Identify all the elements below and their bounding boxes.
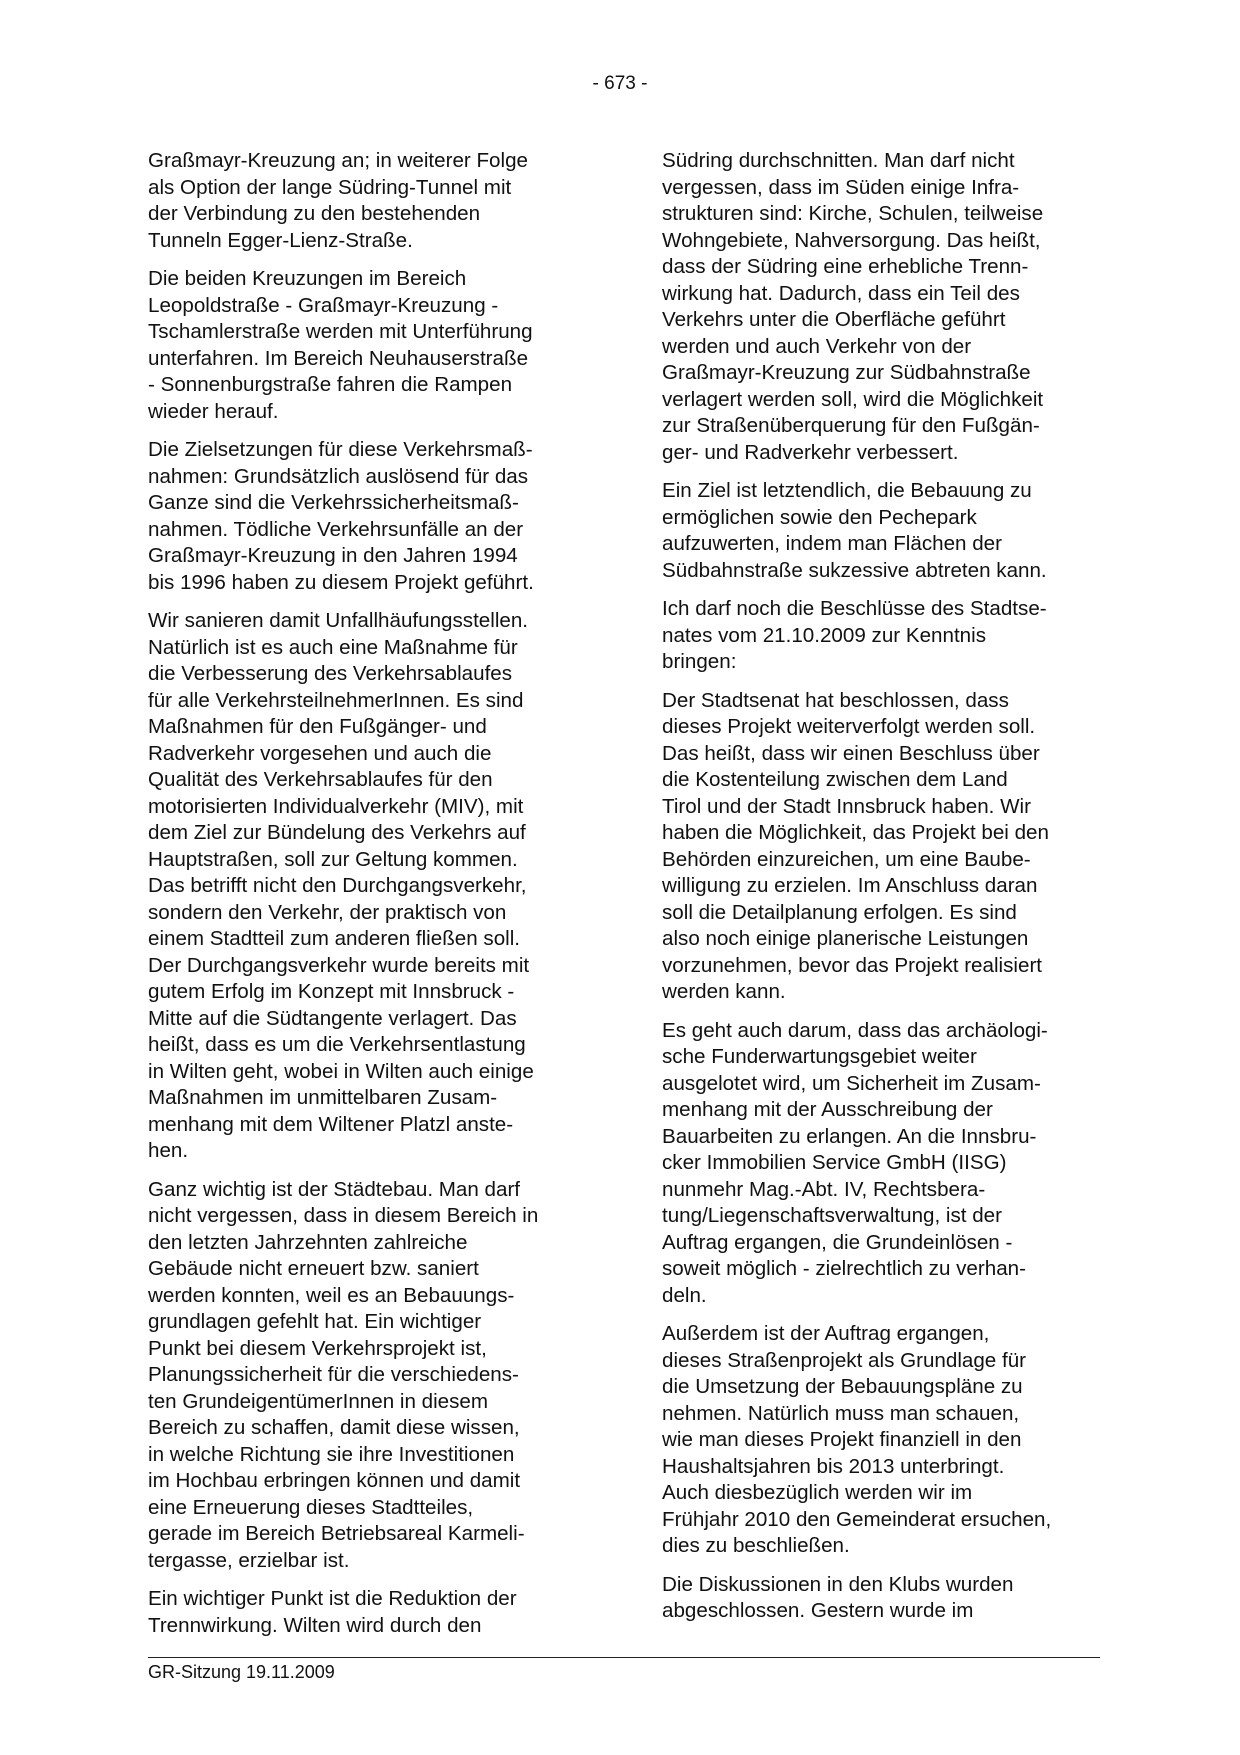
text-line: Außerdem ist der Auftrag ergangen, <box>662 1322 990 1345</box>
text-line: nicht vergessen, dass in diesem Bereich in <box>148 1204 539 1227</box>
text-line: Maßnahmen für den Fußgänger- und <box>148 715 487 738</box>
text-line: Das betrifft nicht den Durchgangsverkehr, <box>148 874 527 897</box>
text-line: Punkt bei diesem Verkehrsprojekt ist, <box>148 1336 487 1360</box>
text-line: tergasse, erzielbar ist. <box>148 1548 350 1572</box>
text-line: wieder herauf. <box>148 399 279 423</box>
text-line: Südbahnstraße sukzessive abtreten kann. <box>662 558 1047 582</box>
text-line: nahmen. Tödliche Verkehrsunfälle an der <box>148 517 524 541</box>
text-line: Die Diskussionen in den Klubs wurden <box>662 1572 1014 1596</box>
footer: GR-Sitzung 19.11.2009 <box>148 1662 335 1682</box>
text-line: menhang mit der Ausschreibung der <box>662 1098 993 1121</box>
text-line: Bauarbeiten zu erlangen. An die Innsbru- <box>662 1124 1037 1148</box>
paragraph <box>148 266 588 425</box>
text-line: vorzunehmen, bevor das Projekt realisiert <box>662 953 1043 977</box>
text-line: Qualität des Verkehrsablaufes für den <box>148 768 493 791</box>
text-line: Es geht auch darum, dass das archäologi- <box>662 1018 1048 1042</box>
text-line: also noch einige planerische Leistungen <box>662 927 1029 950</box>
paragraph <box>662 148 1102 466</box>
text-line: dass der Südring eine erhebliche Trenn- <box>662 255 1029 278</box>
text-line: deln. <box>662 1283 707 1307</box>
text-line: Hauptstraßen, soll zur Geltung kommen. <box>148 847 518 871</box>
paragraph <box>148 437 588 596</box>
text-line: Südring durchschnitten. Man darf nicht <box>662 149 1015 172</box>
text-line: unterfahren. Im Bereich Neuhauserstraße <box>148 346 529 370</box>
text-line: einem Stadtteil zum anderen fließen soll. <box>148 927 521 950</box>
text-line: tung/Liegenschaftsverwaltung, ist der <box>662 1204 1002 1227</box>
text-line: Leopoldstraße - Graßmayr-Kreuzung - <box>148 293 499 317</box>
text-line: Die beiden Kreuzungen im Bereich <box>148 267 467 290</box>
text-line: Auftrag ergangen, die Grundeinlösen - <box>662 1230 1013 1254</box>
text-line: Frühjahr 2010 den Gemeinderat ersuchen, <box>662 1507 1052 1531</box>
left-column <box>148 148 588 1651</box>
text-line: für alle VerkehrsteilnehmerInnen. Es sind <box>148 688 524 712</box>
text-line: - Sonnenburgstraße fahren die Rampen <box>148 373 513 396</box>
text-line: Behörden einzureichen, um eine Baube- <box>662 847 1031 871</box>
text-line: zur Straßenüberquerung für den Fußgän- <box>662 414 1040 437</box>
paragraph <box>148 1177 588 1575</box>
text-line: gutem Erfolg im Konzept mit Innsbruck - <box>148 980 515 1003</box>
text-line: dies zu beschließen. <box>662 1534 850 1557</box>
paragraph <box>662 1572 1102 1625</box>
text-line: Wohngebiete, Nahversorgung. Das heißt, <box>662 228 1041 252</box>
text-line: Ich darf noch die Beschlüsse des Stadtse- <box>662 597 1047 620</box>
text-line: in welche Richtung sie ihre Investitionen <box>148 1442 515 1466</box>
text-line: Wir sanieren damit Unfallhäufungsstellen. <box>148 609 529 632</box>
text-line: cker Immobilien Service GmbH (IISG) <box>662 1151 1007 1174</box>
text-line: menhang mit dem Wiltener Platzl anste- <box>148 1112 514 1136</box>
text-line: ger- und Radverkehr verbessert. <box>662 440 959 464</box>
paragraph <box>662 1018 1102 1310</box>
text-line: Maßnahmen im unmittelbaren Zusam- <box>148 1086 498 1109</box>
text-line: Tunneln Egger-Lienz-Straße. <box>148 228 413 252</box>
text-line: Der Stadtsenat hat beschlossen, dass <box>662 688 1009 712</box>
paragraph <box>148 608 588 1165</box>
text-line: Haushaltsjahren bis 2013 unterbringt. <box>662 1454 1005 1478</box>
text-line: als Option der lange Südring-Tunnel mit <box>148 175 512 199</box>
text-line: Radverkehr vorgesehen und auch die <box>148 741 492 765</box>
text-line: bis 1996 haben zu diesem Projekt geführt. <box>148 570 534 594</box>
text-line: Natürlich ist es auch eine Maßnahme für <box>148 635 518 659</box>
text-line: dieses Projekt weiterverfolgt werden soll. <box>662 715 1036 738</box>
text-line: sche Funderwartungsgebiet weiter <box>662 1045 977 1068</box>
paragraph <box>662 478 1102 584</box>
text-line: Ein wichtiger Punkt ist die Reduktion der <box>148 1587 517 1610</box>
text-line: nahmen: Grundsätzlich auslösend für das <box>148 464 529 488</box>
text-line: strukturen sind: Kirche, Schulen, teilweise <box>662 202 1044 225</box>
text-line: ten GrundeigentümerInnen in diesem <box>148 1389 489 1413</box>
text-line: hen. <box>148 1139 189 1162</box>
text-line: sondern den Verkehr, der praktisch von <box>148 900 507 924</box>
text-line: soweit möglich - zielrechtlich zu verhan- <box>662 1257 1026 1280</box>
text-line: werden und auch Verkehr von der <box>662 334 972 358</box>
text-line: aufzuwerten, indem man Flächen der <box>662 532 1002 555</box>
text-line: Auch diesbezüglich werden wir im <box>662 1481 973 1504</box>
paragraph <box>148 1586 588 1639</box>
text-line: Gebäude nicht erneuert bzw. saniert <box>148 1257 479 1280</box>
text-line: eine Erneuerung dieses Stadtteiles, <box>148 1495 474 1519</box>
text-line: Ein Ziel ist letztendlich, die Bebauung zu <box>662 479 1032 502</box>
text-line: haben die Möglichkeit, das Projekt bei den <box>662 821 1049 844</box>
text-line: Ganze sind die Verkehrssicherheitsmaß- <box>148 491 519 514</box>
text-line: der Verbindung zu den bestehenden <box>148 202 481 225</box>
text-line: grundlagen gefehlt hat. Ein wichtiger <box>148 1310 482 1333</box>
text-line: den letzten Jahrzehnten zahlreiche <box>148 1230 468 1254</box>
text-line: im Hochbau erbringen können und damit <box>148 1469 521 1492</box>
text-line: Graßmayr-Kreuzung zur Südbahnstraße <box>662 361 1031 384</box>
text-line: dieses Straßenprojekt als Grundlage für <box>662 1348 1027 1372</box>
text-line: die Umsetzung der Bebauungspläne zu <box>662 1375 1023 1398</box>
text-line: in Wilten geht, wobei in Wilten auch einige <box>148 1059 534 1083</box>
text-line: verlagert werden soll, wird die Möglichkeit <box>662 387 1044 411</box>
text-line: gerade im Bereich Betriebsareal Karmeli- <box>148 1522 525 1545</box>
text-line: werden kann. <box>662 980 786 1003</box>
text-line: willigung zu erzielen. Im Anschluss daran <box>662 874 1038 897</box>
text-line: nehmen. Natürlich muss man schauen, <box>662 1401 1020 1425</box>
text-line: wirkung hat. Dadurch, dass ein Teil des <box>662 281 1020 305</box>
text-line: Planungssicherheit für die verschiedens- <box>148 1363 519 1386</box>
text-line: Graßmayr-Kreuzung in den Jahren 1994 <box>148 544 518 567</box>
paragraph <box>148 148 588 254</box>
text-line: motorisierten Individualverkehr (MIV), mit <box>148 794 524 818</box>
text-line: ausgelotet wird, um Sicherheit im Zusam- <box>662 1071 1041 1095</box>
text-line: nates vom 21.10.2009 zur Kenntnis <box>662 623 986 647</box>
text-line: dem Ziel zur Bündelung des Verkehrs auf <box>148 821 526 844</box>
text-line: Bereich zu schaffen, damit diese wissen, <box>148 1416 520 1439</box>
page-number: - 673 - <box>592 73 648 94</box>
paragraph <box>662 688 1102 1006</box>
text-line: Tschamlerstraße werden mit Unterführung <box>148 320 533 343</box>
right-column <box>662 148 1102 1637</box>
text-line: wie man dieses Projekt finanziell in den <box>662 1428 1022 1451</box>
text-line: die Kostenteilung zwischen dem Land <box>662 768 1008 791</box>
text-line: Trennwirkung. Wilten wird durch den <box>148 1613 482 1637</box>
text-line: Der Durchgangsverkehr wurde bereits mit <box>148 953 530 977</box>
text-line: vergessen, dass im Süden einige Infra- <box>662 175 1020 199</box>
text-line: bringen: <box>662 650 737 673</box>
text-line: werden konnten, weil es an Bebauungs- <box>148 1283 515 1307</box>
text-line: Ganz wichtig ist der Städtebau. Man darf <box>148 1177 521 1201</box>
text-line: Tirol und der Stadt Innsbruck haben. Wir <box>662 794 1031 818</box>
text-line: abgeschlossen. Gestern wurde im <box>662 1599 974 1622</box>
paragraph <box>662 596 1102 676</box>
text-line: Graßmayr-Kreuzung an; in weiterer Folge <box>148 149 528 172</box>
text-line: heißt, dass es um die Verkehrsentlastung <box>148 1033 526 1056</box>
text-line: ermöglichen sowie den Pechepark <box>662 505 977 529</box>
text-line: Das heißt, dass wir einen Beschluss über <box>662 741 1040 765</box>
text-line: nunmehr Mag.-Abt. IV, Rechtsbera- <box>662 1177 986 1201</box>
text-line: soll die Detailplanung erfolgen. Es sind <box>662 900 1017 924</box>
footer-divider <box>148 1657 1100 1658</box>
text-line: Die Zielsetzungen für diese Verkehrsmaß- <box>148 438 533 461</box>
text-line: Verkehrs unter die Oberfläche geführt <box>662 308 1006 331</box>
paragraph <box>662 1321 1102 1560</box>
text-line: die Verbesserung des Verkehrsablaufes <box>148 662 513 685</box>
text-line: Mitte auf die Südtangente verlagert. Das <box>148 1006 517 1030</box>
